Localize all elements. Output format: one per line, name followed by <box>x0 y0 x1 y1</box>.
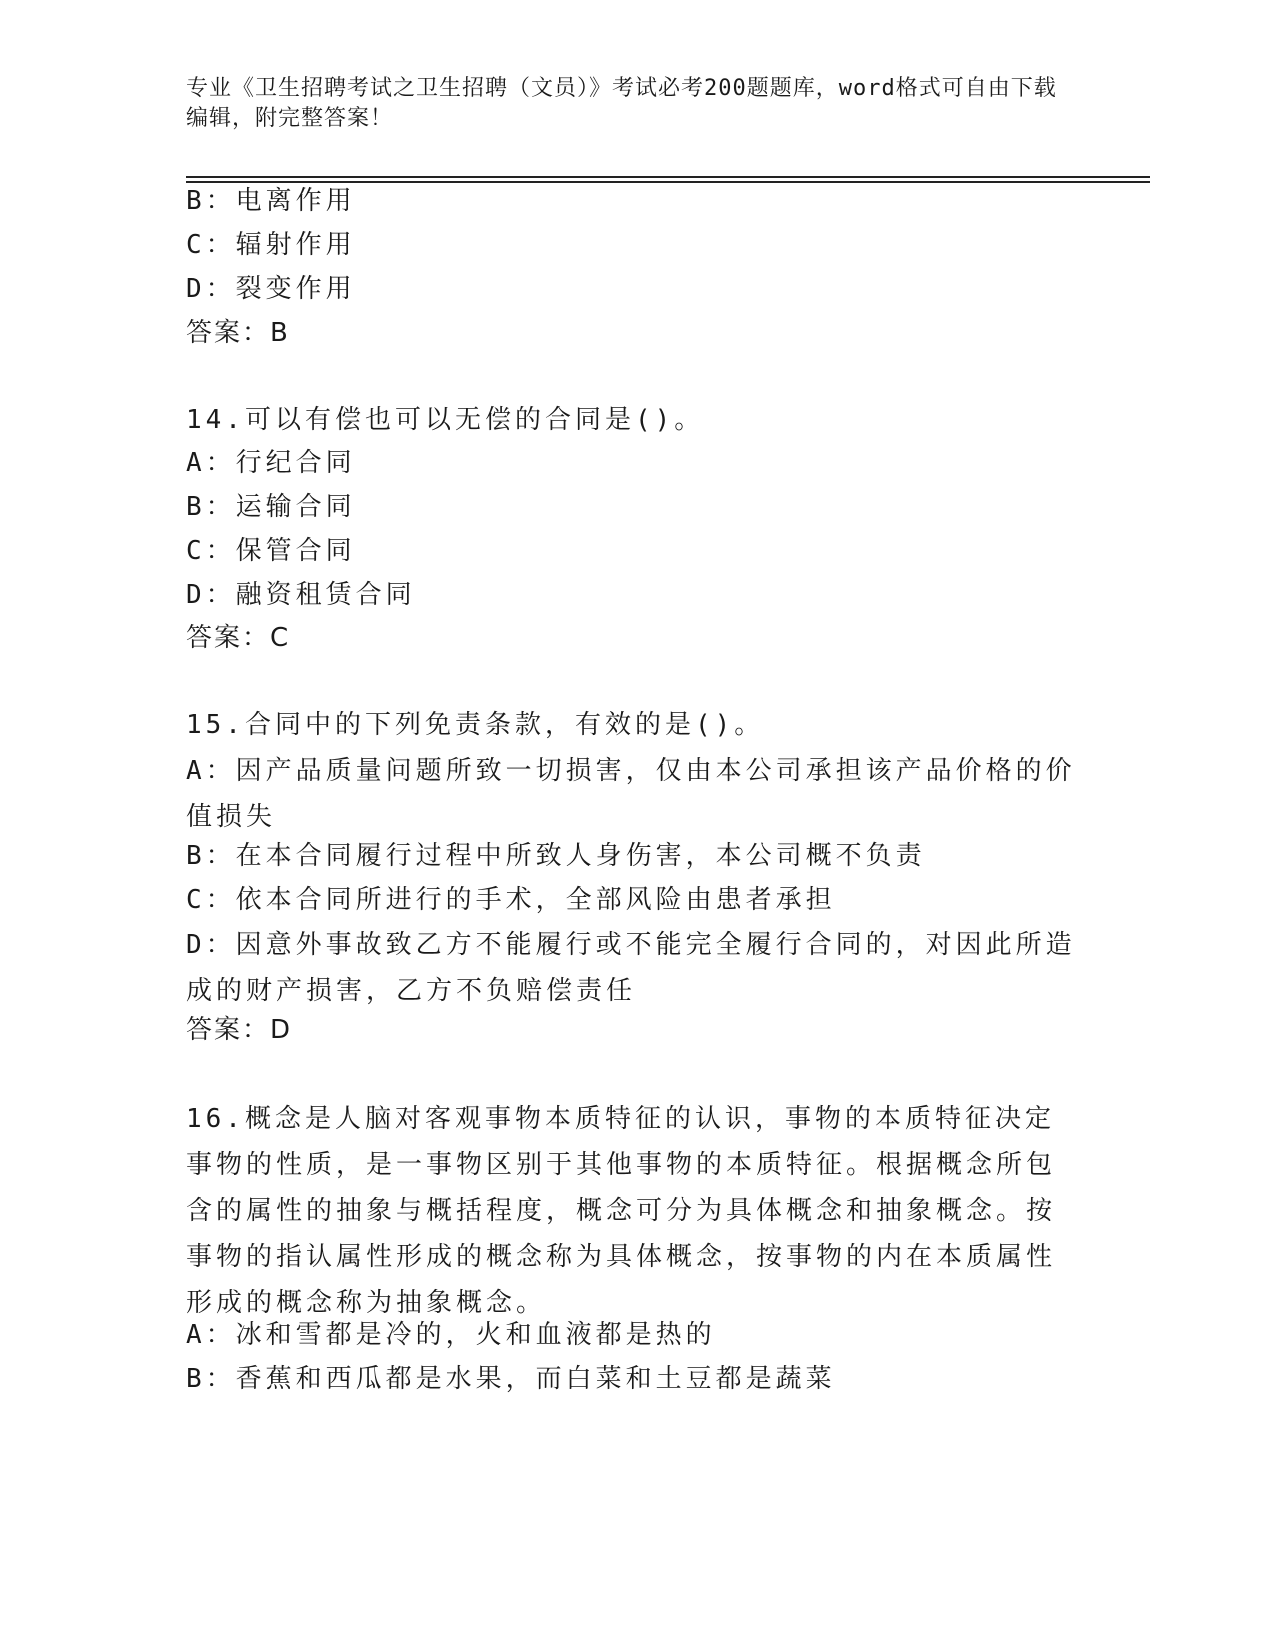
q15-option-d: D：因意外事故致乙方不能履行或不能完全履行合同的，对因此所造成的财产损害，乙方不负赔偿责任 <box>186 930 1076 1006</box>
q15-option-c: C：依本合同所进行的手术，全部风险由患者承担 <box>186 885 836 915</box>
q14-option-d: D：融资租赁合同 <box>186 580 416 610</box>
document-header: 专业《卫生招聘考试之卫生招聘（文员）》考试必考200题题库，word格式可自由下载编辑，附完整答案！ <box>186 76 1057 131</box>
q15-option-a: A：因产品质量问题所致一切损害，仅由本公司承担该产品价格的价值损失 <box>186 756 1076 832</box>
q13-option-b: B：电离作用 <box>186 186 356 216</box>
q15-option-b: B：在本合同履行过程中所致人身伤害，本公司概不负责 <box>186 841 926 871</box>
q16-option-a: A：冰和雪都是冷的，火和血液都是热的 <box>186 1320 716 1350</box>
q15-answer: 答案：D <box>186 1015 293 1045</box>
q16-option-b: B：香蕉和西瓜都是水果，而白菜和土豆都是蔬菜 <box>186 1364 836 1394</box>
q14-answer: 答案：C <box>186 623 291 653</box>
q14-option-a: A：行纪合同 <box>186 448 356 478</box>
q14-option-b: B：运输合同 <box>186 492 356 522</box>
q13-answer: 答案：B <box>186 318 290 348</box>
header-divider-bottom <box>186 181 1150 183</box>
q15-question: 15.合同中的下列免责条款，有效的是()。 <box>186 710 765 740</box>
header-divider-top <box>186 176 1150 178</box>
q13-option-c: C：辐射作用 <box>186 230 356 260</box>
q16-question: 16.概念是人脑对客观事物本质特征的认识，事物的本质特征决定事物的性质，是一事物区别于其他事物的本质特征。根据概念所包含的属性的抽象与概括程度，概念可分为具体概念和抽象概念。按事物的指认属性形成的概念称为具体概念，按事物的内在本质属性形成的概念称为抽象概念。 <box>186 1104 1057 1318</box>
q14-question: 14.可以有偿也可以无偿的合同是()。 <box>186 405 705 435</box>
q14-option-c: C：保管合同 <box>186 536 356 566</box>
q13-option-d: D：裂变作用 <box>186 274 356 304</box>
